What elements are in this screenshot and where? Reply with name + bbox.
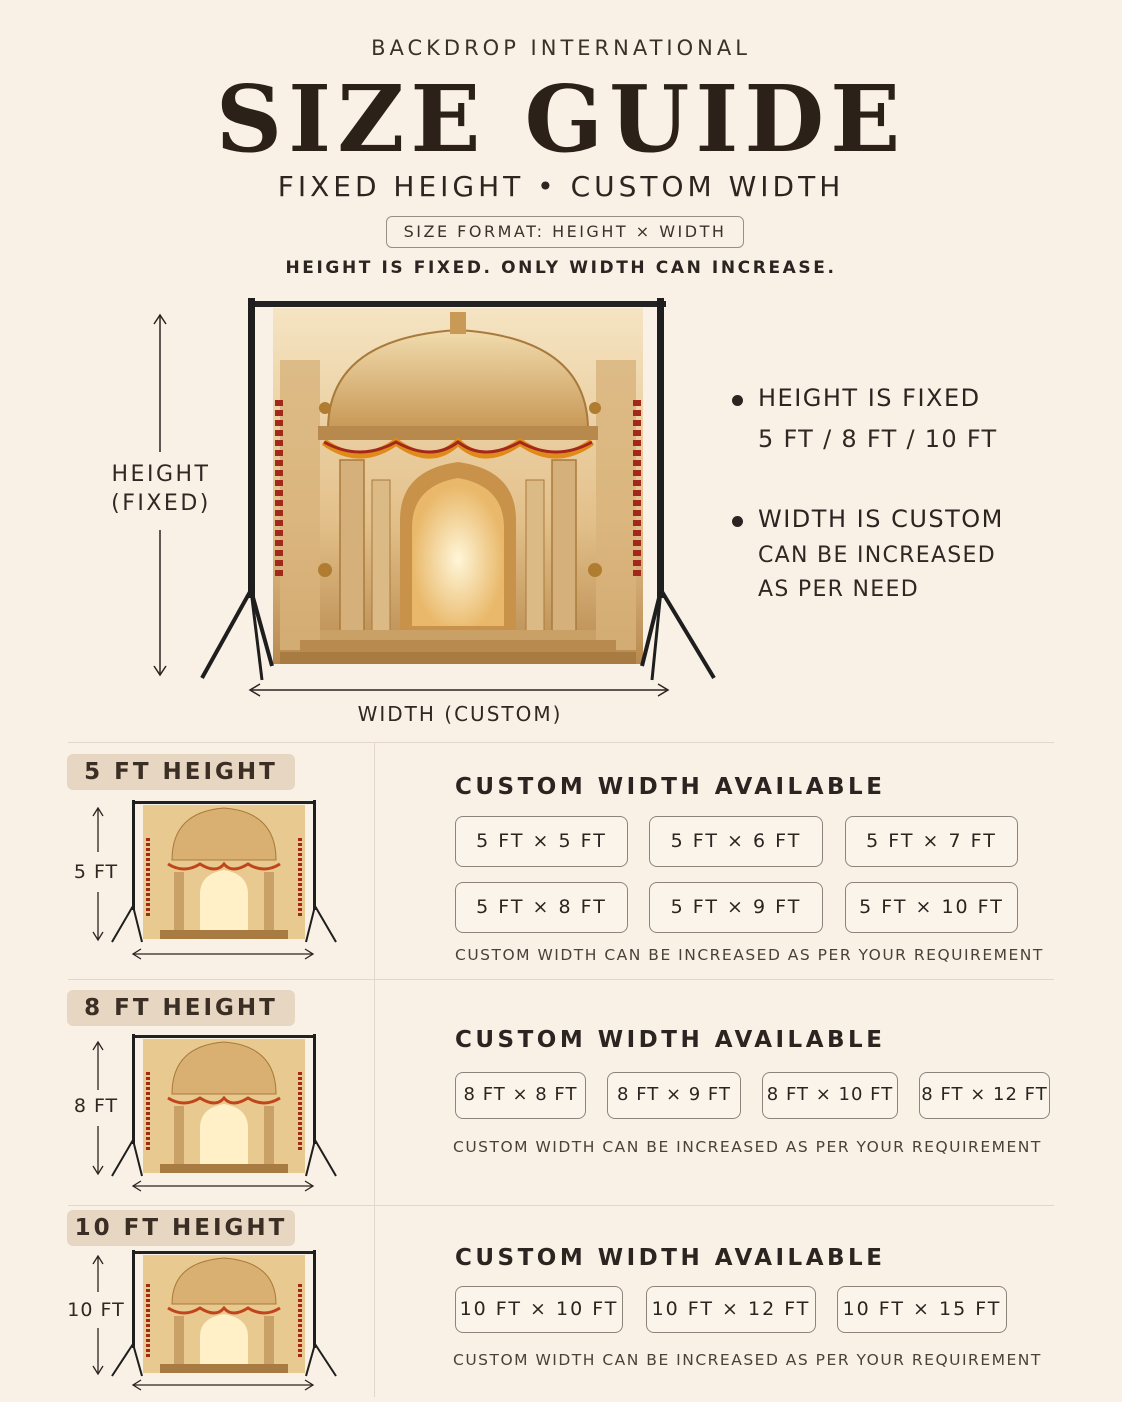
custom-width-note: CUSTOM WIDTH CAN BE INCREASED AS PER YOUR REQUIREMENT <box>455 946 1044 964</box>
column-divider <box>374 742 375 1397</box>
size-option-5x6[interactable]: 5 FT × 6 FT <box>649 816 823 867</box>
size-option-10x10[interactable]: 10 FT × 10 FT <box>455 1286 623 1333</box>
custom-width-title: CUSTOM WIDTH AVAILABLE <box>455 1245 886 1271</box>
height-label-line2: (FIXED) <box>111 491 211 516</box>
size-option-10x12[interactable]: 10 FT × 12 FT <box>646 1286 816 1333</box>
size-option-8x10[interactable]: 8 FT × 10 FT <box>762 1072 898 1119</box>
size-option-5x9[interactable]: 5 FT × 9 FT <box>649 882 823 933</box>
backdrop-thumbnail <box>110 1248 338 1380</box>
height-tag-5ft: 5 FT HEIGHT <box>67 754 295 790</box>
size-format-badge: SIZE FORMAT: HEIGHT × WIDTH <box>386 216 744 248</box>
brand-name: BACKDROP INTERNATIONAL <box>371 36 751 60</box>
size-option-8x8[interactable]: 8 FT × 8 FT <box>455 1072 586 1119</box>
width-arrow-icon <box>248 682 672 698</box>
custom-width-title: CUSTOM WIDTH AVAILABLE <box>455 1027 886 1053</box>
width-arrow-icon <box>132 1180 314 1192</box>
size-option-8x12[interactable]: 8 FT × 12 FT <box>919 1072 1050 1119</box>
height-label-line1: HEIGHT <box>111 462 211 487</box>
section-divider <box>68 979 1054 980</box>
page-subtitle: FIXED HEIGHT • CUSTOM WIDTH <box>277 170 845 203</box>
bullet-width-line1: CAN BE INCREASED <box>758 543 996 568</box>
height-label-10ft: 10 FT <box>67 1299 125 1321</box>
height-tag-10ft: 10 FT HEIGHT <box>67 1210 295 1246</box>
size-option-5x7[interactable]: 5 FT × 7 FT <box>845 816 1018 867</box>
bullet-width-line2: AS PER NEED <box>758 577 919 602</box>
custom-width-note: CUSTOM WIDTH CAN BE INCREASED AS PER YOUR REQUIREMENT <box>453 1351 1042 1369</box>
size-option-8x9[interactable]: 8 FT × 9 FT <box>607 1072 741 1119</box>
custom-width-title: CUSTOM WIDTH AVAILABLE <box>455 774 886 800</box>
bullet-dot-icon <box>732 395 743 406</box>
backdrop-stand-illustration <box>200 290 720 682</box>
bullet-dot-icon <box>732 516 743 527</box>
page-title: SIZE GUIDE <box>215 65 907 173</box>
size-option-5x10[interactable]: 5 FT × 10 FT <box>845 882 1018 933</box>
width-arrow-icon <box>132 948 314 960</box>
backdrop-thumbnail <box>110 1032 338 1180</box>
height-label-5ft: 5 FT <box>73 861 119 883</box>
size-option-5x5[interactable]: 5 FT × 5 FT <box>455 816 628 867</box>
height-tag-8ft: 8 FT HEIGHT <box>67 990 295 1026</box>
bullet-height-fixed: HEIGHT IS FIXED <box>758 384 981 412</box>
size-option-10x15[interactable]: 10 FT × 15 FT <box>837 1286 1007 1333</box>
section-divider <box>68 742 1054 743</box>
bullet-height-values: 5 FT / 8 FT / 10 FT <box>758 425 998 453</box>
size-option-5x8[interactable]: 5 FT × 8 FT <box>455 882 628 933</box>
width-custom-label: WIDTH (CUSTOM) <box>357 702 563 726</box>
backdrop-thumbnail <box>110 798 338 946</box>
width-arrow-icon <box>132 1379 314 1391</box>
bullet-width-custom: WIDTH IS CUSTOM <box>758 505 1004 533</box>
height-label-8ft: 8 FT <box>73 1095 119 1117</box>
custom-width-note: CUSTOM WIDTH CAN BE INCREASED AS PER YOUR REQUIREMENT <box>453 1138 1042 1156</box>
section-divider <box>68 1205 1054 1206</box>
fixed-height-note: HEIGHT IS FIXED. ONLY WIDTH CAN INCREASE. <box>285 258 837 278</box>
